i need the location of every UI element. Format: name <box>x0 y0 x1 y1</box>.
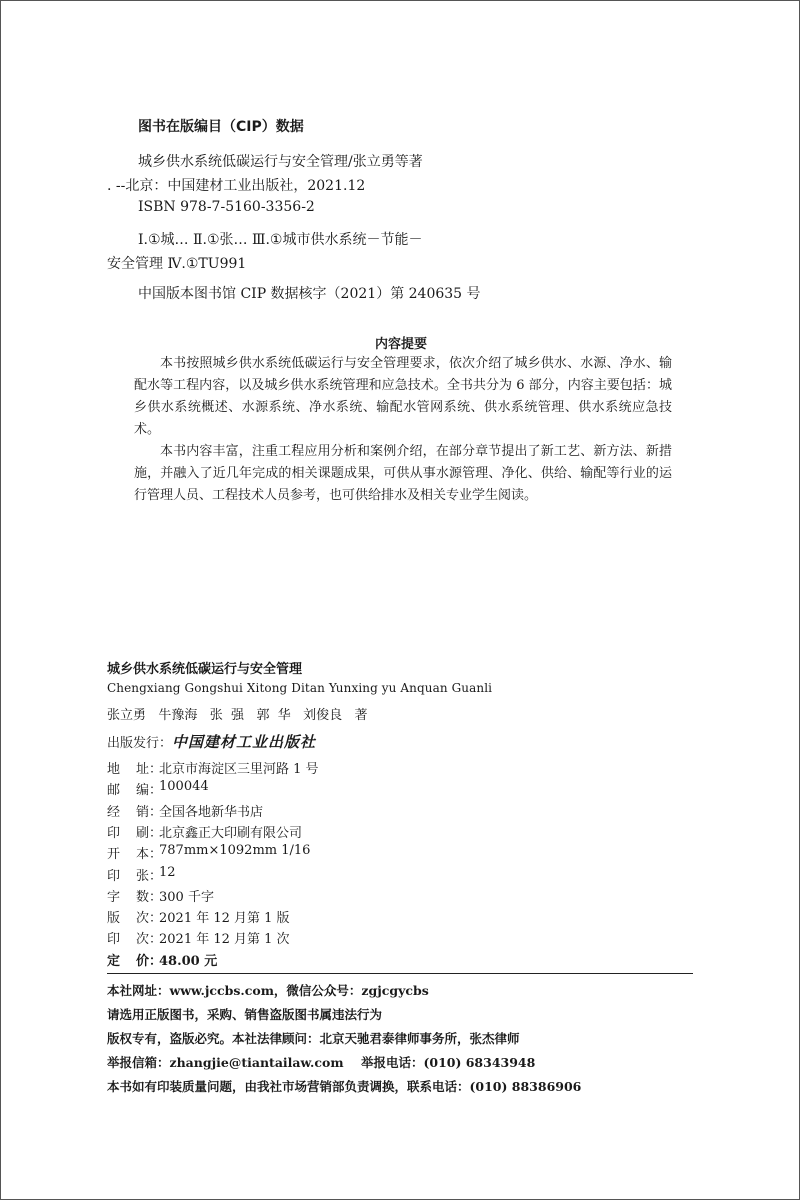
book-info-label-char: 地 <box>107 762 121 777</box>
note-copyright: 版权专有，盗版必究。本社法律顾问：北京天驰君泰律师事务所，张杰律师 <box>107 1031 520 1046</box>
book-info-label <box>107 865 149 884</box>
book-info-label-char: 字 <box>107 889 121 905</box>
divider-rule <box>107 973 693 974</box>
book-info-label-char: 编 <box>135 783 149 799</box>
book-info-label <box>107 928 149 947</box>
note-report: 举报信箱：zhangjie@tiantailaw.com 举报电话：(010) 68343948 <box>107 1055 536 1070</box>
summary-paragraph: 本书按照城乡供水系统低碳运行与安全管理要求，依次介绍了城乡供水、水源、净水、输配水等工程内容，以及城乡供水系统管理和应急技术。全书共分为 6 部分，内容主要包括：城乡供水系统概述、水源系统、净水系统、输配水管网系统、供水系统管理、供水系统应急技术。 <box>134 356 672 437</box>
book-info-label-char: 次 <box>135 911 149 927</box>
book-info-label-char: 开 <box>107 847 121 863</box>
book-info-label-char: 邮 <box>107 783 121 799</box>
book-info-colon: ： <box>149 889 163 905</box>
cip-line-cip-number: 中国版本图书馆 CIP 数据核字（2021）第 240635 号 <box>138 286 481 302</box>
book-info-label <box>107 950 149 969</box>
book-info-label <box>107 822 149 841</box>
book-info-label-char: 刷 <box>135 825 149 841</box>
book-info-colon: ： <box>149 804 163 820</box>
cip-title: 图书在版编目（CIP）数据 <box>138 119 304 135</box>
publisher-label: 出版发行： <box>107 736 173 751</box>
note-website: 本社网址：www.jccbs.com，微信公众号：zgjcgycbs <box>107 983 429 998</box>
book-info-value: 全国各地新华书店 <box>159 804 264 820</box>
book-info-value: 2021 年 12 月第 1 次 <box>159 932 290 948</box>
book-info-label-char: 印 <box>107 932 121 948</box>
cip-line-isbn: ISBN 978-7-5160-3356-2 <box>138 199 315 215</box>
book-info-label <box>107 886 149 905</box>
book-info-colon: ： <box>149 762 163 777</box>
book-info-colon: ： <box>149 953 163 969</box>
book-info-label-char: 印 <box>107 825 121 841</box>
book-title-pinyin: Chengxiang Gongshui Xitong Ditan Yunxing yu Anquan Guanli <box>107 681 493 695</box>
book-info-label-char: 销 <box>135 804 149 820</box>
publisher-row <box>107 731 316 752</box>
book-info-value: 787mm×1092mm 1/16 <box>159 843 311 859</box>
book-info-row <box>107 907 290 926</box>
book-info-label-char: 定 <box>107 953 121 969</box>
publisher-logo: 中国建材工业出版社 <box>172 733 317 751</box>
book-info-colon: ： <box>149 783 163 799</box>
book-info-label-char: 张 <box>135 868 149 884</box>
book-info-label-char: 址 <box>135 762 149 777</box>
book-info-label-char: 价 <box>135 953 149 969</box>
book-info-label <box>107 907 149 926</box>
book-info-colon: ： <box>149 868 163 884</box>
book-info-value: 北京市海淀区三里河路 1 号 <box>159 762 319 777</box>
summary-heading: 内容提要 <box>374 337 427 352</box>
book-info-value: 48.00 元 <box>159 953 218 969</box>
book-info-value: 北京鑫正大印刷有限公司 <box>159 825 303 841</box>
book-info-value: 300 千字 <box>159 889 214 905</box>
book-info-colon: ： <box>149 847 163 863</box>
book-info-row <box>107 928 290 947</box>
book-info-value: 12 <box>159 864 176 880</box>
book-info-colon: ： <box>149 825 163 841</box>
book-info-value: 2021 年 12 月第 1 版 <box>159 911 290 927</box>
book-authors: 张立勇 牛豫海 张 强 郭 华 刘俊良 著 <box>107 708 368 723</box>
note-piracy-warning: 请选用正版图书，采购、销售盗版图书属违法行为 <box>107 1007 383 1022</box>
book-info-label-char: 次 <box>135 932 149 948</box>
book-info-label <box>107 801 149 820</box>
book-info-row <box>107 779 209 798</box>
book-info-label <box>107 758 149 777</box>
book-info-colon: ： <box>149 932 163 948</box>
book-info-row <box>107 843 310 862</box>
book-info-row <box>107 801 263 820</box>
book-info-label-char: 经 <box>107 804 121 820</box>
note-quality: 本书如有印装质量问题，由我社市场营销部负责调换，联系电话：(010) 88386906 <box>107 1079 582 1094</box>
book-info-row <box>107 886 214 905</box>
book-info-label-char: 数 <box>135 889 149 905</box>
book-info-label <box>107 843 149 862</box>
book-title: 城乡供水系统低碳运行与安全管理 <box>107 662 303 677</box>
book-info-label-char: 本 <box>135 847 149 863</box>
cip-line-publisher: . --北京：中国建材工业出版社，2021.12 <box>107 178 366 194</box>
summary-body <box>134 353 672 507</box>
cip-line-classification-cont: 安全管理 Ⅳ.①TU991 <box>107 256 247 272</box>
book-info-label <box>107 779 149 798</box>
cip-line-title: 城乡供水系统低碳运行与安全管理/张立勇等著 <box>138 154 423 170</box>
book-info-row <box>107 950 217 969</box>
book-info-label-char: 版 <box>107 911 121 927</box>
book-info-value: 100044 <box>159 779 209 795</box>
book-info-row <box>107 822 302 841</box>
book-info-colon: ： <box>149 911 163 927</box>
book-info-row <box>107 865 176 884</box>
summary-paragraph: 本书内容丰富，注重工程应用分析和案例介绍，在部分章节提出了新工艺、新方法、新措施，并融入了近几年完成的相关课题成果，可供从事水源管理、净化、供给、输配等行业的运行管理人员、工程技术人员参考，也可供给排水及相关专业学生阅读。 <box>134 444 672 503</box>
book-info-label-char: 印 <box>107 868 121 884</box>
book-info-row <box>107 758 319 777</box>
cip-line-classification: Ⅰ.①城… Ⅱ.①张… Ⅲ.①城市供水系统－节能－ <box>138 232 423 248</box>
